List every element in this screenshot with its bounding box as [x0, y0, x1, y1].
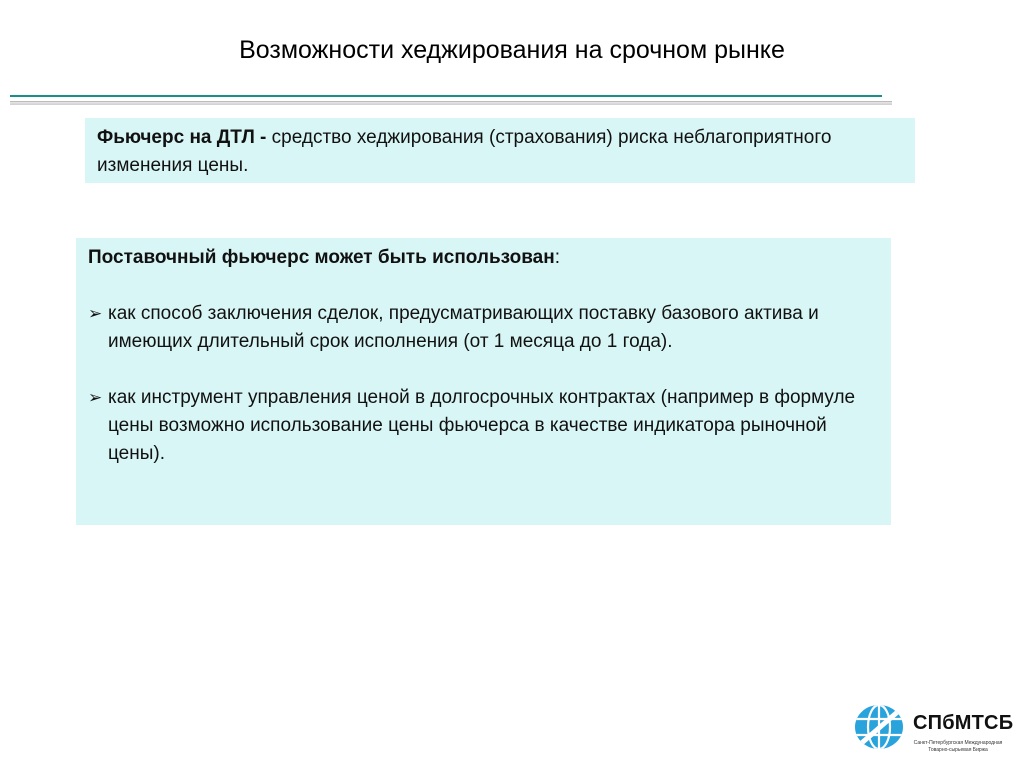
definition-box [85, 118, 915, 183]
title-divider-shadow [10, 101, 892, 105]
arrow-bullet-icon: ➢ [88, 388, 103, 407]
globe-icon [853, 703, 905, 751]
usage-box [76, 238, 891, 525]
logo-name: СПбМТСБ [913, 712, 1014, 734]
title-divider-line [10, 95, 882, 97]
slide-title: Возможности хеджирования на срочном рынке [239, 36, 785, 64]
usage-heading: Поставочный фьючерс может быть использован [88, 247, 555, 268]
logo-subtitle-line1: Санкт-Петербургская Международная [913, 740, 1003, 746]
definition-term: Фьючерс на ДТЛ - [97, 127, 267, 148]
usage-bullet-1 [88, 300, 879, 356]
logo-subtitle-line2: Товарно-сырьевая Биржа [928, 747, 988, 753]
usage-bullet-2 [88, 384, 879, 468]
usage-bullet-text: как способ заключения сделок, предусматривающих поставку базового актива и имеющих длительный срок исполнения (от 1 месяца до 1 года). [108, 303, 819, 352]
usage-bullet-text: как инструмент управления ценой в долгосрочных контрактах (например в формуле цены возможно использование цены фьючерса в качестве индикатора рыночной цены). [108, 387, 856, 464]
arrow-bullet-icon: ➢ [88, 304, 103, 323]
usage-heading-suffix: : [554, 247, 561, 268]
exchange-logo [850, 700, 1014, 760]
usage-heading-line [88, 244, 879, 272]
definition-text: средство хеджирования (страхования) риска неблагоприятного изменения цены. [97, 127, 832, 176]
logo-subtitle [908, 740, 1008, 754]
